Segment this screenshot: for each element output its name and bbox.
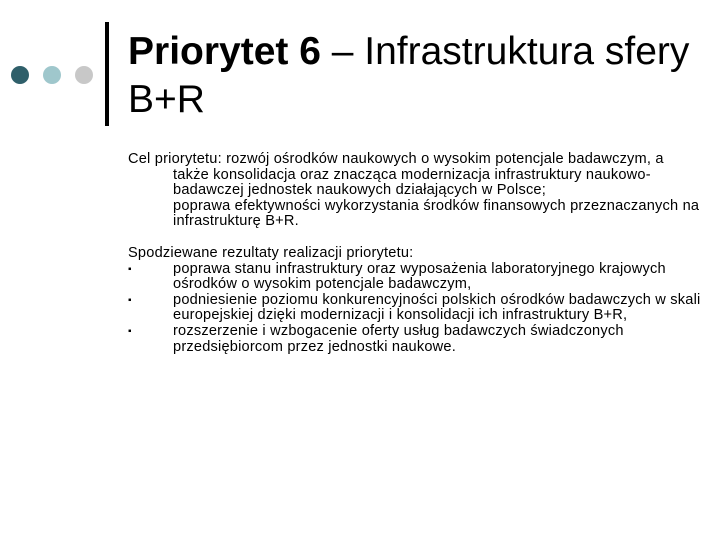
list-item: [128, 262, 703, 293]
title-rest: – Infrastruktura sfery B+R: [128, 30, 690, 121]
slide-body: [128, 152, 703, 355]
goal-text-1: rozwój ośrodków naukowych o wysokim potencjale badawczym, a także konsolidacja oraz znacząca modernizacja infrastruktury naukowo-badawczej jednostek naukowych działających w Polsce;: [173, 151, 664, 199]
list-item-text: rozszerzenie i wzbogacenie oferty usług badawczych świadczonych przedsiębiorcom przez jednostki naukowe.: [173, 322, 624, 355]
title-divider: [105, 22, 109, 126]
bullet-icon: ▪: [128, 263, 132, 275]
list-item: [128, 293, 703, 324]
goal-label: Cel priorytetu:: [128, 151, 222, 167]
dot-light-teal: [43, 66, 61, 84]
goal-text-2: poprawa efektywności wykorzystania środków finansowych przeznaczanych na infrastrukturę B+R.: [173, 197, 700, 230]
dot-gray: [75, 66, 93, 84]
goal-paragraph: [128, 152, 703, 199]
list-item: [128, 324, 703, 355]
decorative-dots: [11, 66, 95, 84]
list-item-text: poprawa stanu infrastruktury oraz wyposażenia laboratoryjnego krajowych ośrodków o wysokim potencjale badawczym,: [173, 260, 666, 293]
bullet-icon: ▪: [128, 325, 132, 337]
list-item-text: podniesienie poziomu konkurencyjności polskich ośrodków badawczych w skali europejskiej dzięki modernizacji i konsolidacji ich infrastruktury B+R,: [173, 291, 701, 324]
results-heading: Spodziewane rezultaty realizacji priorytetu:: [128, 244, 414, 261]
slide-title: [128, 28, 720, 124]
title-bold: Priorytet 6: [128, 30, 321, 73]
bullet-icon: ▪: [128, 294, 132, 306]
dot-dark-teal: [11, 66, 29, 84]
